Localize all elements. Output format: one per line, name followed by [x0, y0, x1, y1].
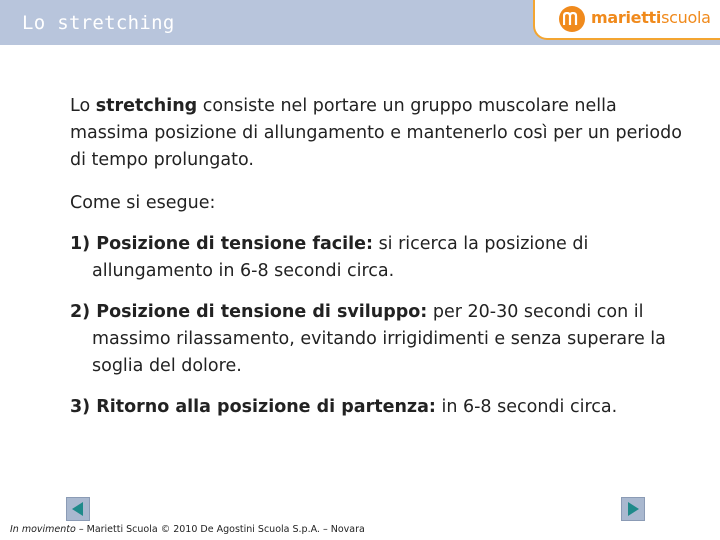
- footer-book-title: In movimento: [10, 524, 76, 535]
- step-title: 2) Posizione di tensione di sviluppo:: [70, 302, 428, 322]
- intro-text-after: consiste nel portare un gruppo muscolare nella massima posizione di allungamento e mantenerlo così per un periodo di tempo prolungato.: [70, 96, 682, 170]
- previous-slide-button[interactable]: [66, 497, 90, 521]
- step-title: 1) Posizione di tensione facile:: [70, 234, 373, 254]
- page-title: Lo stretching: [22, 12, 175, 34]
- step-text: per 20-30 secondi con il massimo rilassamento, evitando irrigidimenti e senza superare la soglia del dolore.: [92, 302, 666, 376]
- logo-brand-light: scuola: [661, 8, 711, 27]
- main-content: [70, 93, 690, 421]
- step-text: in 6-8 secondi circa.: [435, 397, 618, 417]
- logo-mark-icon: [559, 6, 585, 32]
- step-title: 3) Ritorno alla posizione di partenza:: [70, 397, 436, 417]
- step-text: si ricerca la posizione di allungamento in 6-8 secondi circa.: [92, 234, 589, 281]
- how-label: Come si esegue:: [70, 193, 216, 213]
- header-bar: [0, 0, 720, 45]
- step-item: [70, 394, 690, 421]
- step-item: [70, 299, 690, 380]
- intro-keyword: stretching: [95, 96, 198, 116]
- triangle-right-icon: [625, 501, 641, 517]
- publisher-logo: [533, 0, 720, 40]
- logo-brand-bold: marietti: [591, 8, 662, 27]
- step-item: [70, 231, 690, 285]
- next-slide-button[interactable]: [621, 497, 645, 521]
- intro-text-before: Lo: [70, 96, 96, 116]
- footer-copyright: – Marietti Scuola © 2010 De Agostini Scuola S.p.A. – Novara: [75, 524, 365, 535]
- footer-credits: [10, 524, 365, 535]
- triangle-left-icon: [70, 501, 86, 517]
- intro-paragraph: [70, 93, 690, 174]
- logo-text: [591, 8, 711, 27]
